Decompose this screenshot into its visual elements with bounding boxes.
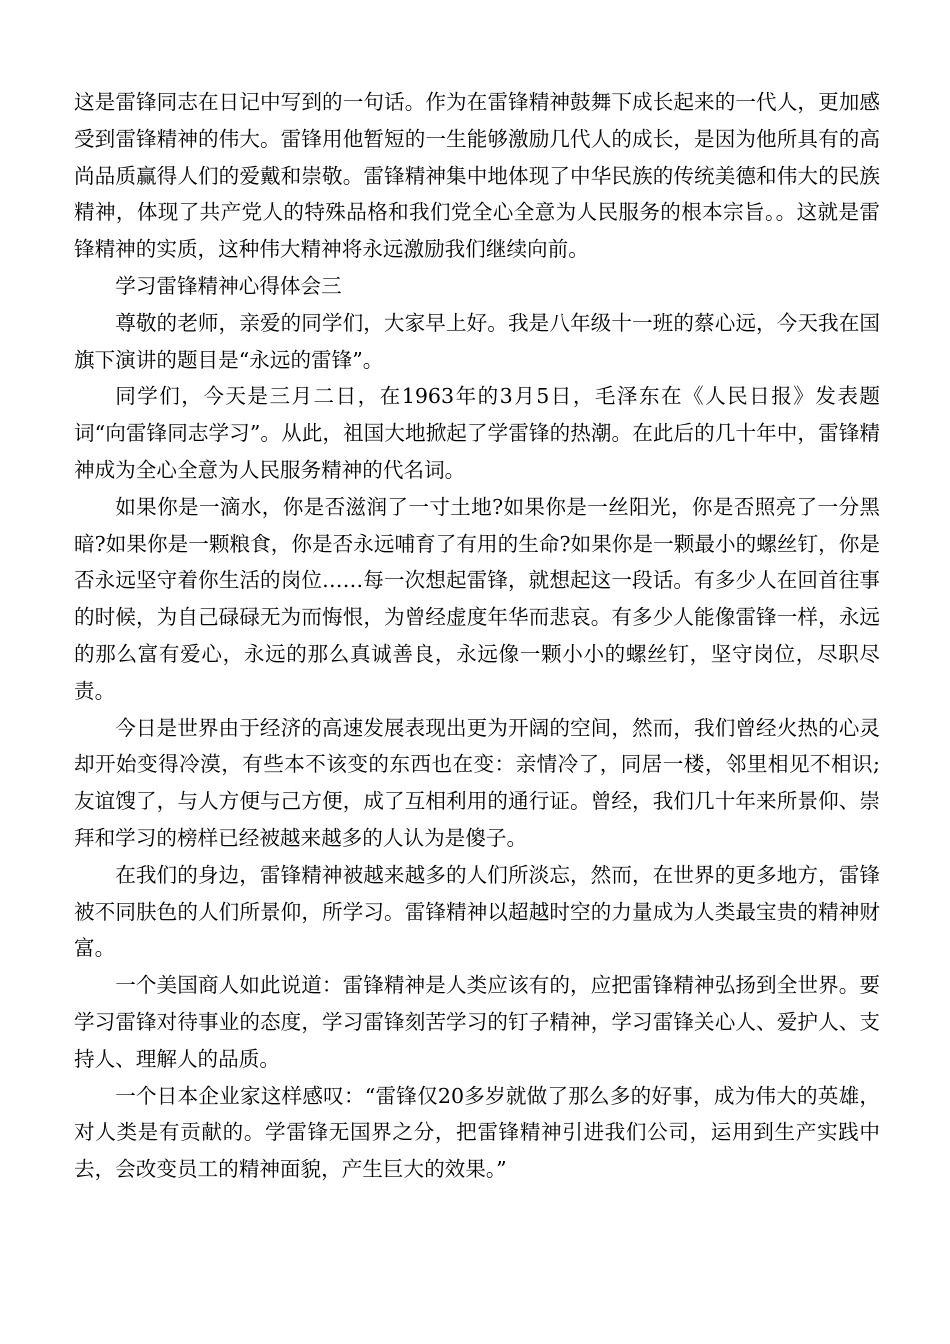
body-paragraph: 在我们的身边，雷锋精神被越来越多的人们所淡忘，然而，在世界的更多地方，雷锋被不同肤色的人们所景仰，所学习。雷锋精神以超越时空的力量成为人类最宝贵的精神财富。 [74, 862, 880, 961]
body-paragraph: 尊敬的老师，亲爱的同学们，大家早上好。我是八年级十一班的蔡心远，今天我在国旗下演讲的题目是“永远的雷锋”。 [74, 310, 880, 372]
body-paragraph: 如果你是一滴水，你是否滋润了一寸土地?如果你是一丝阳光，你是否照亮了一分黑暗?如果你是一颗粮食，你是否永远哺育了有用的生命?如果你是一颗最小的螺丝钉，你是否永远坚守着你生活的岗位……每一次想起雷锋，就想起这一段话。有多少人在回首往事的时候，为自己碌碌无为而悔恨，为曾经虚度年华而悲哀。有多少人能像雷锋一样，永远的那么富有爱心，永远的那么真诚善良，永远像一颗小小的螺丝钉，坚守岗位，尽职尽责。 [74, 494, 880, 703]
body-paragraph: 同学们，今天是三月二日，在1963年的3月5日，毛泽东在《人民日报》发表题词“向雷锋同志学习”。从此，祖国大地掀起了学雷锋的热潮。在此后的几十年中，雷锋精神成为全心全意为人民服务精神的代名词。 [74, 384, 880, 482]
document-page [74, 84, 880, 1188]
body-paragraph: 一个美国商人如此说道：雷锋精神是人类应该有的，应把雷锋精神弘扬到全世界。要学习雷锋对待事业的态度，学习雷锋刻苦学习的钉子精神，学习雷锋关心人、爱护人、支持人、理解人的品质。 [74, 973, 880, 1071]
body-paragraph: 今日是世界由于经济的高速发展表现出更为开阔的空间，然而，我们曾经火热的心灵却开始变得冷漠，有些本不该变的东西也在变：亲情冷了，同居一楼，邻里相见不相识;友谊馊了，与人方便与己方便，成了互相利用的通行证。曾经，我们几十年来所景仰、崇拜和学习的榜样已经被越来越多的人认为是傻子。 [74, 715, 880, 850]
section-heading: 学习雷锋精神心得体会三 [115, 273, 342, 298]
body-paragraph: 一个日本企业家这样感叹：“雷锋仅20多岁就做了那么多的好事，成为伟大的英雄，对人类是有贡献的。学雷锋无国界之分，把雷锋精神引进我们公司，运用到生产实践中去，会改变员工的精神面貌，产生巨大的效果。” [74, 1083, 880, 1182]
body-paragraph: 这是雷锋同志在日记中写到的一句话。作为在雷锋精神鼓舞下成长起来的一代人，更加感受到雷锋精神的伟大。雷锋用他暂短的一生能够激励几代人的成长，是因为他所具有的高尚品质赢得人们的爱戴和崇敬。雷锋精神集中地体现了中华民族的传统美德和伟大的民族精神，体现了共产党人的特殊品格和我们党全心全意为人民服务的根本宗旨。。这就是雷锋精神的实质，这种伟大精神将永远激励我们继续向前。 [74, 90, 880, 262]
